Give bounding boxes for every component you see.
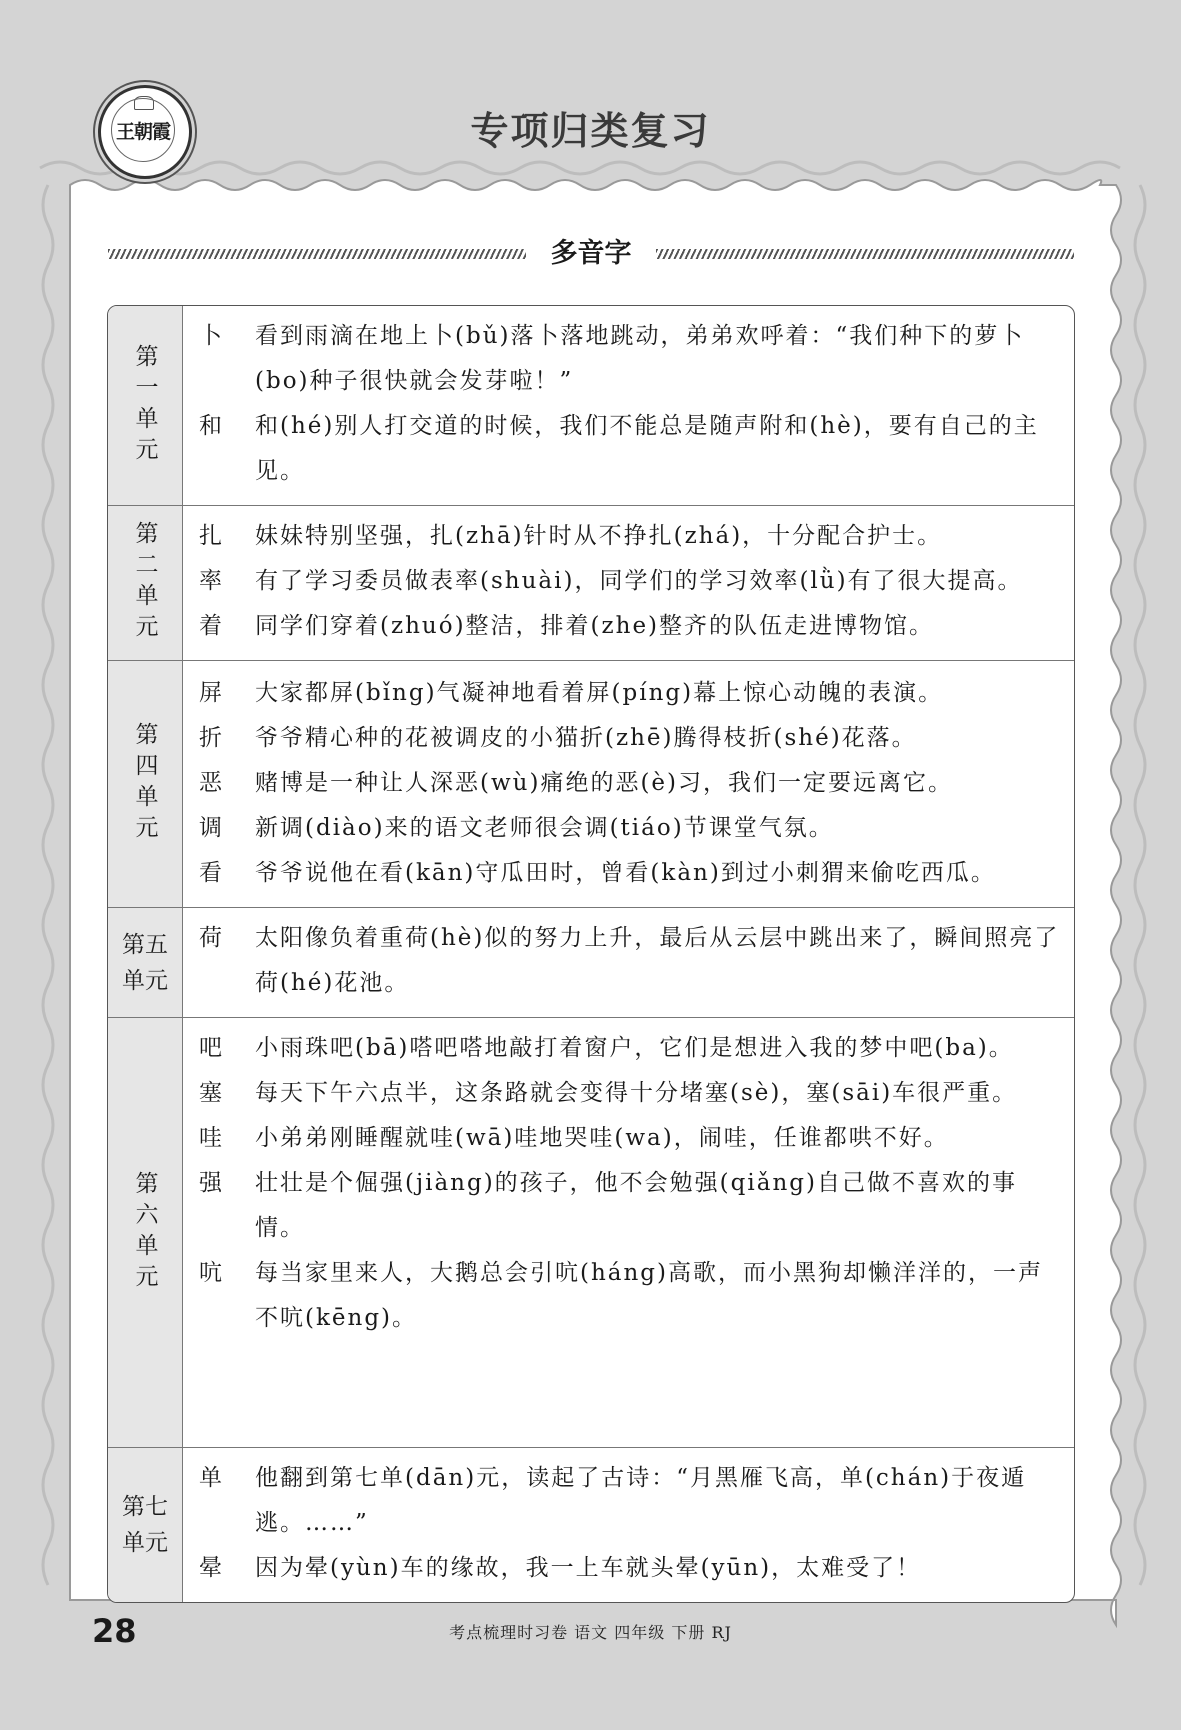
unit-label-cell bbox=[108, 908, 183, 1017]
example-sentence: 每当家里来人，大鹅总会引吭(háng)高歌，而小黑狗却懒洋洋的，一声不吭(kēng)。 bbox=[255, 1260, 1044, 1331]
polyphone-char: 和 bbox=[199, 413, 222, 439]
entry-row bbox=[199, 1026, 1062, 1071]
unit-label-cell bbox=[108, 1448, 183, 1602]
polyphone-char: 荷 bbox=[199, 925, 222, 951]
example-sentence: 妹妹特别坚强，扎(zhā)针时从不挣扎(zhá)，十分配合护士。 bbox=[255, 523, 943, 549]
hatch-decoration-left bbox=[108, 249, 526, 259]
example-sentence: 太阳像负着重荷(hè)似的努力上升，最后从云层中跳出来了，瞬间照亮了荷(hé)花池。 bbox=[255, 925, 1060, 996]
entry-row bbox=[199, 806, 1062, 851]
polyphone-char: 卜 bbox=[199, 323, 222, 349]
polyphone-char: 哇 bbox=[199, 1125, 222, 1151]
polyphone-table bbox=[107, 305, 1075, 1603]
hatch-decoration-right bbox=[656, 249, 1074, 259]
polyphone-char: 强 bbox=[199, 1170, 222, 1196]
entry-row bbox=[199, 514, 1062, 559]
entry-row bbox=[199, 1071, 1062, 1116]
entry-row bbox=[199, 604, 1062, 649]
example-sentence: 大家都屏(bǐng)气凝神地看着屏(píng)幕上惊心动魄的表演。 bbox=[255, 680, 944, 706]
example-sentence: 赌博是一种让人深恶(wù)痛绝的恶(è)习，我们一定要远离它。 bbox=[255, 770, 954, 796]
unit-label-cell bbox=[108, 661, 183, 907]
unit-row bbox=[108, 1018, 1074, 1448]
unit-row bbox=[108, 908, 1074, 1018]
polyphone-char: 调 bbox=[199, 815, 222, 841]
example-sentence: 他翻到第七单(dān)元，读起了古诗：“月黑雁飞高，单(chán)于夜遁逃。……” bbox=[255, 1465, 1027, 1536]
entry-row bbox=[199, 1116, 1062, 1161]
polyphone-char: 扎 bbox=[199, 523, 222, 549]
section-title: 多音字 bbox=[550, 238, 632, 269]
polyphone-char: 着 bbox=[199, 613, 222, 639]
polyphone-char: 恶 bbox=[199, 770, 222, 796]
polyphone-char: 塞 bbox=[199, 1080, 222, 1106]
example-sentence: 壮壮是个倔强(jiàng)的孩子，他不会勉强(qiǎng)自己做不喜欢的事情。 bbox=[255, 1170, 1017, 1241]
example-sentence: 有了学习委员做表率(shuài)，同学们的学习效率(lǜ)有了很大提高。 bbox=[255, 568, 1023, 594]
entry-row bbox=[199, 314, 1062, 404]
entry-row bbox=[199, 1161, 1062, 1251]
polyphone-char: 屏 bbox=[199, 680, 222, 706]
entry-row bbox=[199, 716, 1062, 761]
unit-label-cell bbox=[108, 506, 183, 660]
unit-row bbox=[108, 661, 1074, 908]
example-sentence: 小弟弟刚睡醒就哇(wā)哇地哭哇(wa)，闹哇，任谁都哄不好。 bbox=[255, 1125, 949, 1151]
unit-label: 第五单元 bbox=[122, 931, 168, 994]
unit-row bbox=[108, 306, 1074, 506]
entry-row bbox=[199, 761, 1062, 806]
unit-label: 第四单元 bbox=[131, 722, 158, 846]
example-sentence: 和(hé)别人打交道的时候，我们不能总是随声附和(hè)，要有自己的主见。 bbox=[255, 413, 1039, 484]
page-number: 28 bbox=[92, 1612, 137, 1650]
example-sentence: 新调(diào)来的语文老师很会调(tiáo)节课堂气氛。 bbox=[255, 815, 834, 841]
example-sentence: 同学们穿着(zhuó)整洁，排着(zhe)整齐的队伍走进博物馆。 bbox=[255, 613, 935, 639]
section-header bbox=[108, 232, 1074, 276]
unit-label: 第六单元 bbox=[131, 1170, 158, 1295]
unit-label-cell bbox=[108, 306, 183, 505]
polyphone-char: 晕 bbox=[199, 1555, 222, 1581]
unit-row bbox=[108, 506, 1074, 661]
entry-row bbox=[199, 1546, 1062, 1591]
polyphone-char: 吧 bbox=[199, 1035, 222, 1061]
example-sentence: 小雨珠吧(bā)嗒吧嗒地敲打着窗户，它们是想进入我的梦中吧(ba)。 bbox=[255, 1035, 1014, 1061]
entry-row bbox=[199, 671, 1062, 716]
entry-row bbox=[199, 1456, 1062, 1546]
polyphone-char: 率 bbox=[199, 568, 222, 594]
unit-label: 第七单元 bbox=[122, 1494, 168, 1556]
entry-row bbox=[199, 916, 1062, 1006]
unit-row bbox=[108, 1448, 1074, 1602]
entry-row bbox=[199, 559, 1062, 604]
unit-label-cell bbox=[108, 1018, 183, 1447]
entry-row bbox=[199, 1251, 1062, 1341]
entry-row bbox=[199, 404, 1062, 494]
example-sentence: 爷爷精心种的花被调皮的小猫折(zhē)腾得枝折(shé)花落。 bbox=[255, 725, 917, 751]
polyphone-char: 单 bbox=[199, 1465, 222, 1491]
polyphone-char: 看 bbox=[199, 860, 222, 886]
unit-label: 第二单元 bbox=[131, 521, 158, 645]
polyphone-char: 吭 bbox=[199, 1260, 222, 1286]
example-sentence: 看到雨滴在地上卜(bǔ)落卜落地跳动，弟弟欢呼着：“我们种下的萝卜(bo)种子很快就会发芽啦！” bbox=[255, 323, 1025, 394]
logo-text: 王朝霞 bbox=[111, 98, 175, 162]
entry-row bbox=[199, 851, 1062, 896]
polyphone-char: 折 bbox=[199, 725, 222, 751]
footer-book-info: 考点梳理时习卷 语文 四年级 下册 RJ bbox=[449, 1623, 732, 1642]
unit-label: 第一单元 bbox=[131, 343, 158, 468]
example-sentence: 每天下午六点半，这条路就会变得十分堵塞(sè)，塞(sāi)车很严重。 bbox=[255, 1080, 1018, 1106]
example-sentence: 爷爷说他在看(kān)守瓜田时，曾看(kàn)到过小刺猬来偷吃西瓜。 bbox=[255, 860, 996, 886]
example-sentence: 因为晕(yùn)车的缘故，我一上车就头晕(yūn)，太难受了！ bbox=[255, 1555, 922, 1581]
page-title: 专项归类复习 bbox=[470, 109, 711, 153]
